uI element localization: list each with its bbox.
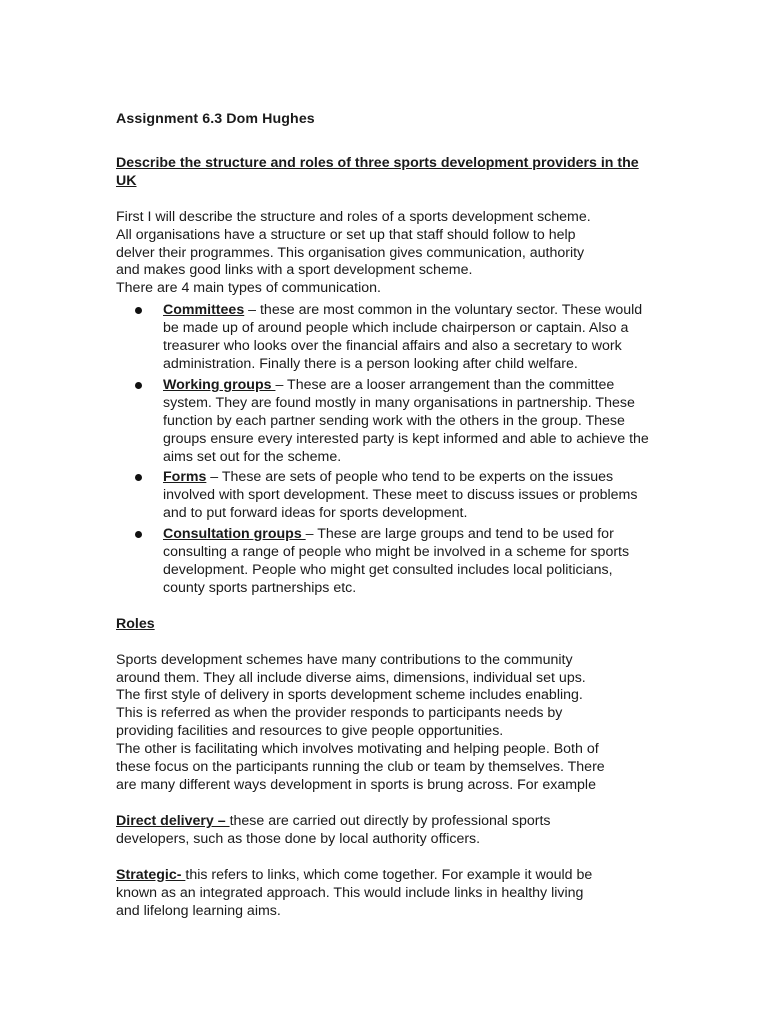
list-item-text: – these are most common in the voluntary sector. These would be made up of around people which include chairperson or captain. Also a treasurer who looks over the financial affairs and also a secretary to work administration. Finally there is a person looking after child welfare. — [163, 302, 643, 372]
roles-line: The first style of delivery in sports development scheme includes enabling. — [116, 687, 583, 704]
list-item-text: – These are large groups and tend to be used for consulting a range of people who might be involved in a scheme for sports development. People who might get consulted includes local politicians, county sports partnerships etc. — [163, 526, 630, 596]
list-item — [163, 302, 656, 374]
list-item-text: – These are sets of people who tend to be experts on the issues involved with sport development. These meet to discuss issues or problems and to put forward ideas for sports development. — [163, 469, 638, 522]
list-item-term: Forms — [163, 469, 207, 486]
list-item — [163, 526, 656, 598]
roles-line: around them. They all include diverse aims, dimensions, individual set ups. — [116, 669, 586, 686]
roles-line: Sports development schemes have many contributions to the community — [116, 651, 573, 668]
roles-line: these focus on the participants running the club or team by themselves. There — [116, 759, 605, 776]
list-item — [163, 469, 656, 523]
bullet-icon — [135, 382, 142, 389]
document-page — [116, 111, 656, 920]
strategic-line — [116, 867, 656, 885]
strategic-line: and lifelong learning aims. — [116, 902, 281, 919]
roles-line: providing facilities and resources to give people opportunities. — [116, 723, 504, 740]
direct-delivery-text: these are carried out directly by professional sports — [229, 812, 551, 829]
roles-line: The other is facilitating which involves motivating and helping people. Both of — [116, 741, 599, 758]
roles-line: This is referred as when the provider responds to participants needs by — [116, 705, 563, 722]
list-item-term: Consultation groups — [163, 526, 306, 543]
intro-line: There are 4 main types of communication. — [116, 280, 381, 297]
strategic-line: known as an integrated approach. This would include links in healthy living — [116, 884, 584, 901]
roles-paragraph — [116, 652, 656, 795]
document-title: Assignment 6.3 Dom Hughes — [116, 111, 315, 127]
strategic-paragraph — [116, 867, 656, 921]
list-item — [163, 377, 656, 467]
intro-paragraph — [116, 209, 656, 299]
direct-delivery-term: Direct delivery – — [116, 812, 230, 829]
strategic-term: Strategic- — [116, 866, 186, 883]
intro-line: All organisations have a structure or set up that staff should follow to help — [116, 226, 576, 243]
list-item-term: Working groups — [163, 376, 276, 393]
direct-delivery-line — [116, 813, 656, 831]
bullet-icon — [135, 531, 142, 538]
intro-line: First I will describe the structure and roles of a sports development scheme. — [116, 208, 591, 225]
communication-types-list — [116, 302, 656, 598]
intro-line: delver their programmes. This organisation gives communication, authority — [116, 244, 585, 261]
intro-line: and makes good links with a sport development scheme. — [116, 262, 473, 279]
section-heading: Describe the structure and roles of three sports development providers in the UK — [116, 154, 639, 189]
list-item-term: Committees — [163, 302, 245, 319]
direct-delivery-paragraph — [116, 813, 656, 849]
direct-delivery-line: developers, such as those done by local authority officers. — [116, 830, 481, 847]
strategic-text: this refers to links, which come together. For example it would be — [185, 866, 593, 883]
bullet-icon — [135, 307, 142, 314]
roles-line: are many different ways development in sports is brung across. For example — [116, 777, 596, 793]
roles-heading: Roles — [116, 615, 155, 632]
bullet-icon — [135, 474, 142, 481]
list-item-text: – These are a looser arrangement than the committee system. They are found mostly in many organisations in partnership. These function by each partner sending work with the others in the group. These groups ensure every interested party is kept informed and able to achieve the aims set out for the scheme. — [163, 376, 649, 465]
